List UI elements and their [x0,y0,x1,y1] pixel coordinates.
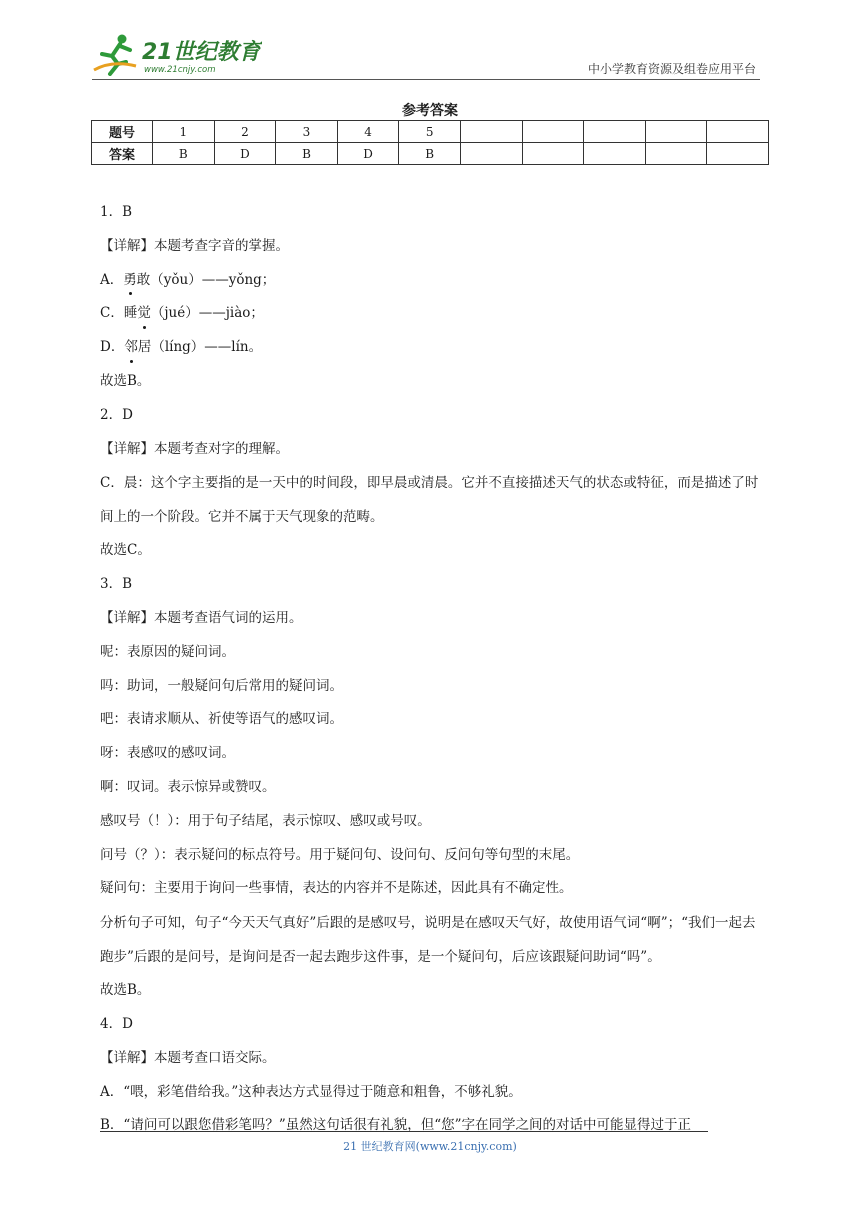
question-1-option-a [100,264,765,298]
answer-cell: B [399,143,461,165]
option-prefix: C．睡 [100,305,138,322]
question-number [645,121,707,143]
row-label: 题号 [92,121,153,143]
svg-text:www.21cnjy.com: www.21cnjy.com [144,65,216,75]
answer-cell [522,143,584,165]
site-logo [92,32,262,76]
answer-cell [707,143,769,165]
question-number [584,121,646,143]
question-4-heading: 4．D [100,1015,133,1032]
dotted-char: 觉 [137,297,151,331]
question-number [522,121,584,143]
question-number [460,121,522,143]
question-3-line: 问号（？）：表示疑问的标点符号。用于疑问句、设问句、反问句等句型的末尾。 [100,846,580,863]
question-3-heading: 3．B [100,576,133,593]
answer-table [91,120,769,165]
question-3-line: 疑问句：主要用于询问一些事情，表达的内容并不是陈述，因此具有不确定性。 [100,880,573,897]
question-number: 2 [214,121,276,143]
answer-cell: B [276,143,338,165]
table-row-answers [92,143,769,165]
explanations [100,196,765,1143]
question-2-detail: 【详解】本题考查对字的理解。 [100,440,289,457]
question-1-detail: 【详解】本题考查字音的掌握。 [100,237,289,254]
footer-divider [100,1131,708,1132]
question-3-line: 呢：表原因的疑问词。 [100,643,235,660]
question-number: 3 [276,121,338,143]
runner-icon [94,35,136,75]
option-text: 居（líng）——lín。 [137,339,263,356]
option-text: （jué）——jiào； [150,305,264,322]
dotted-char: 勇 [123,264,137,298]
page-header [92,30,760,80]
svg-text:21世纪教育: 21世纪教育 [142,40,261,65]
question-3-line: 呀：表感叹的感叹词。 [100,745,235,762]
answer-cell [584,143,646,165]
question-3-detail: 【详解】本题考查语气词的运用。 [100,609,303,626]
footer-text: 21 世纪教育网(www.21cnjy.com) [343,1140,517,1153]
question-2-option-c: C．晨：这个字主要指的是一天中的时间段，即早晨或清晨。它并不直接描述天气的状态或特征，而是描述了时间上的一个阶段。它并不属于天气现象的范畴。 [100,475,759,526]
answer-cell: D [337,143,399,165]
answer-cell: B [153,143,215,165]
question-2-heading: 2．D [100,406,133,423]
option-prefix: A． [100,271,124,288]
question-3-line: 感叹号（！）：用于句子结尾，表示惊叹、感叹或号叹。 [100,812,431,829]
question-1-option-c [100,297,765,331]
question-3-line: 吗：助词，一般疑问句后常用的疑问词。 [100,677,343,694]
question-number: 1 [153,121,215,143]
answer-cell [460,143,522,165]
platform-name: 中小学教育资源及组卷应用平台 [587,62,756,76]
question-number: 5 [399,121,461,143]
answer-cell: D [214,143,276,165]
dotted-char: 邻 [124,331,138,365]
question-number [707,121,769,143]
answer-title: 参考答案 [402,103,458,119]
question-1-option-d [100,331,765,365]
question-3-conclusion: 故选B。 [100,982,151,999]
row-label: 答案 [92,143,153,165]
table-row-numbers [92,121,769,143]
question-4-option-a: A．“喂，彩笔借给我。”这种表达方式显得过于随意和粗鲁，不够礼貌。 [100,1083,522,1100]
option-text: 敢（yǒu）——yǒng； [136,271,276,288]
question-number: 4 [337,121,399,143]
question-4-detail: 【详解】本题考查口语交际。 [100,1049,276,1066]
question-3-line: 吧：表请求顺从、祈使等语气的感叹词。 [100,711,343,728]
question-3-analysis: 分析句子可知，句子“今天天气真好”后跟的是感叹号，说明是在感叹天气好，故使用语气词“啊”；“我们一起去跑步”后跟的是问号，是询问是否一起去跑步这件事，是一个疑问句，后应该跟疑问助词“吗”。 [100,915,756,966]
question-1-conclusion: 故选B。 [100,372,151,389]
question-4-option-b: B．“请问可以跟您借彩笔吗？”虽然这句话很有礼貌，但“您”字在同学之间的对话中可能显得过于正 [100,1117,692,1134]
header-divider [92,79,760,80]
question-1-heading: 1．B [100,204,133,220]
question-2-conclusion: 故选C。 [100,542,151,559]
answer-cell [645,143,707,165]
question-3-line: 啊：叹词。表示惊异或赞叹。 [100,778,276,795]
option-prefix: D． [100,339,125,356]
